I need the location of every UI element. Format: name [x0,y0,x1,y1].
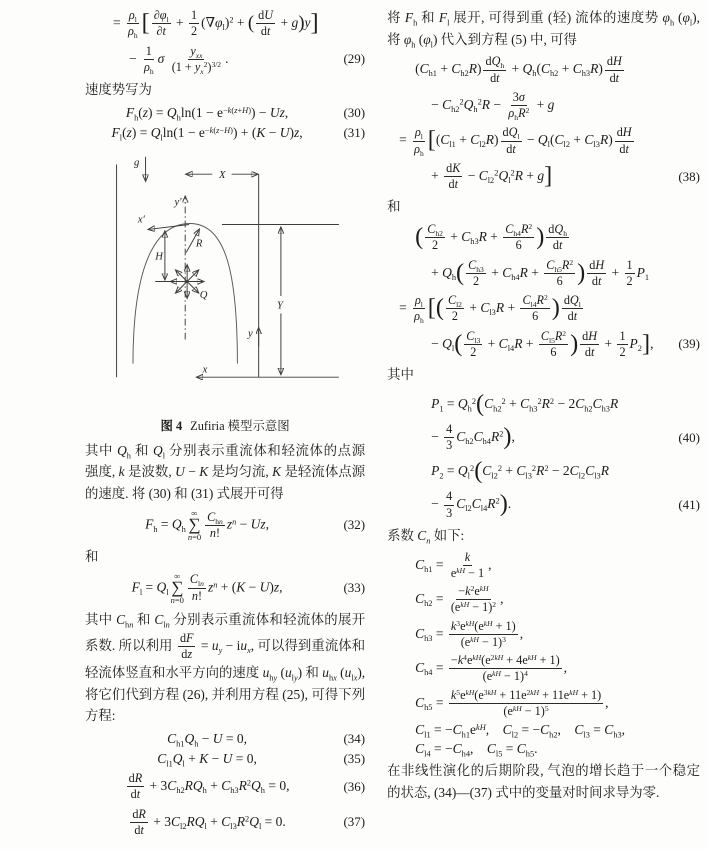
eq40-line1: $P_1 = Q_h^2(C_{h2}^2 + C_{h3}^2R^2 - 2C_{h2}C_{h3}R$ [431,389,619,417]
figure-label-y-prime: y′ [174,196,182,208]
eq41-number: (41) [678,497,700,513]
figure-caption-label: 图 4 [160,418,183,433]
closing-paragraph: 在非线性演化的后期阶段, 气泡的增长趋于一个稳定的状态, (34)—(37) 式中的变量对时间求导为零. [387,763,700,800]
eq40-line2: − $\frac{4}{3}$ $C_{h2}C_{h4}R^2$), [431,421,515,453]
equation-33 [85,572,365,605]
equation-35 [85,751,365,767]
equation-32 [85,509,365,542]
eq33-body: $F_l = Q_l$ ∞ ∑ n=0 $\frac{C_{ln}}{n!}$ $z^n + (K - U)z$, [131,570,283,606]
figure-label-H: H [155,250,163,262]
eq38-line2: − $C_{h2}^2Q_h^2R$ − 3σ $\rho_hR^2$ + g [431,89,555,123]
equation-39 [387,222,700,360]
equation-37 [85,807,365,839]
figure-label-R: R [195,238,203,250]
equation-29 [85,8,365,75]
left-column [85,4,365,849]
coeff-ch1: $C_{h1}$ = k $e^{kH} - 1$ , [415,549,492,580]
eq37-body: $\frac{dR}{dt}$ + $3C_{l2}RQ_l + C_{l3}R^2Q_l = 0$. [132,806,286,837]
eq39-line2: + $Q_h$( $\frac{C_{h3}}{2}$ + $C_{h4}R$ + $\frac{C_{h5}R^2}{6}$ ) $\frac{dH}{dt}$ + $\frac{1}{2}$ $P_1$ [431,257,650,288]
equation-36 [85,771,365,803]
coeff-ch3: $C_{h3}$ = $k^3e^{kH}(e^{kH} + 1)$ $(e^{kH} - 1)^3$ , [415,618,524,649]
eq31-body: $F_l(z) = Q_l\ln(1 - e^{-k(z-H)}) + (K - U)z$, [111,124,303,143]
coefficient-definitions [387,550,700,758]
figure-label-Q: Q [199,289,208,301]
eq32-body: $F_h = Q_h$ ∞ ∑ n=0 $C_{hn}$ n! $z^n - Uz$, [145,507,270,543]
eq31-number: (31) [343,124,366,140]
coeff-cl1-cl3: $C_{l1} = -C_{h1}e^{kH}$, $C_{l2} = -C_{h2}$, $C_{l3} = C_{h3}$, [415,722,626,740]
eq41-line2: − $\frac{4}{3}$ $C_{l2}C_{l4}R^2$). [431,489,512,520]
eq38-line3: = $\frac{\rho_l}{\rho_h}$ [$(C_{l1} + C_{l2}R)$ $dQ_l$ dt − $Q_l(C_{l2} + C_{l3}R)$ $\frac{dH}{dt}$ [399,125,632,158]
and-connector-left: 和 [85,548,99,564]
eq32-number: (32) [343,517,366,533]
eq35-number: (35) [343,751,366,767]
right-column [387,4,700,849]
figure-label-y: y [248,328,253,340]
coeff-intro: 系数 $C_n$ 如下: [387,527,465,546]
equation-30 [85,105,365,121]
eq36-number: (36) [343,778,366,794]
x-prime-arrow [149,224,189,229]
eq34-body: $C_{h1}Q_h - U = 0$, [167,731,248,749]
eq33-number: (33) [343,580,366,596]
eq35-body: $C_{l1}Q_l + K - U = 0$, [157,751,257,769]
eq38-number: (38) [678,168,700,184]
equation-31 [85,125,365,141]
equation-40 [387,390,700,454]
equation-38 [387,54,700,192]
figure-caption [85,416,365,434]
eq29-line2: − $\frac{1}{\rho_h}$ σ $y_{xx}$ $(1 + y_x^2)^{3/2}$ . [129,43,229,76]
figure-label-X: X [219,169,226,181]
eq38-line4: + $\frac{dK}{dt}$ − $C_{l2}^2Q_l^2R + g$] [431,160,553,192]
source-strength-paragraph: 其中 $Q_h$ 和 $Q_l$ 分别表示重流体和轻流体的点源强度, k 是波数, U − K 是均匀流, K 是轻流体点源的速度. 将 (30) 和 (31) 式展开可得 [85,442,366,502]
zufiria-model-figure [99,151,341,412]
eq39-line3: = $\frac{\rho_l}{\rho_h}$ [( $\frac{C_{l2}}{2}$ + $C_{l3}R$ + $\frac{C_{l4}R^2}{6}$ ) $dQ_l$ dt [399,293,581,326]
eq29-number: (29) [343,51,366,67]
figure-label-g: g [133,157,140,169]
coeff-ch2: $C_{h2}$ = $-k^2e^{kH}$ $(e^{kH} - 1)^2$ , [415,584,504,615]
figure-label-x-prime: x′ [137,214,145,226]
eq38-line1: $(C_{h1} + C_{h2}R)$ $dQ_h$ dt + $Q_h(C_{h2} + C_{h3}R)$ $\frac{dH}{dt}$ [415,54,622,85]
eq34-number: (34) [343,731,366,747]
eq40-number: (40) [678,429,700,445]
coeff-cl4-cl5: $C_{l4} = -C_{h4}$, $C_{l5} = C_{h5}$. [415,741,538,759]
equation-34 [85,731,365,747]
eq41-line1: $P_2 = Q_l^2(C_{l2}^2 + C_{l3}^2R^2 - 2C_{l2}C_{l3}R$ [431,457,609,485]
eq36-body: $\frac{dR}{dt}$ + $3C_{h2}RQ_h + C_{h3}R^2Q_h = 0$, [128,771,290,802]
coeff-ch5: $C_{h5}$ = $k^5e^{kH}(e^{3kH} + 11e^{2kH} + 11e^{kH} + 1)$ $(e^{kH} - 1)^5$ , [415,687,609,718]
eq37-number: (37) [343,814,366,830]
eq30-number: (30) [343,104,366,120]
figure-label-x: x [202,364,208,376]
eq39-number: (39) [678,336,700,352]
eq39-line4: − $Q_l$( $\frac{C_{l3}}{2}$ + $C_{l4}R$ + $\frac{C_{l5}R^2}{6}$ ) $\frac{dH}{dt}$ + $\frac{1}{2}$ $P_2$], [431,328,654,359]
right-intro-paragraph: 将 $F_h$ 和 $F_l$ 展开, 可得到重 (轻) 流体的速度势 $\varphi_h$ $(\varphi_l)$, 将 $\varphi_h$ $(\varphi_l)$ 代入到方程 (5) 中, 可得 [387,10,700,50]
expansion-paragraph: 其中 $C_{hn}$ 和 $C_{ln}$ 分别表示重流体和轻流体的展开系数. 所以利用 $\frac{dF}{dz}$ = $u_y - iu_x$, 可以得到重流体和轻流体竖直和水平方向的速度 $u_{hy}$ $(u_{ly})$ 和 $u_{hx}$ $(u_{lx})$, 将它们代到方程 (26), 并利用方程 (25), 可得下列方程: [85,611,366,724]
eq39-line1: ( $\frac{C_{h2}}{2}$ + $C_{h3}R$ + $\frac{C_{h4}R^2}{6}$ ) $dQ_h$ dt [415,222,567,253]
and-connector-right: 和 [387,199,401,215]
figure-caption-text: Zufiria 模型示意图 [190,418,290,433]
eq29-line1: = $\frac{\rho_l}{\rho_h}$ [ $\frac{\partial\varphi_l}{\partial t}$ + $\frac{1}{2}$ $(\nabla\varphi_l)^2$ + ( $\frac{dU}{dt}$ + g)y] [113,8,319,41]
eq30-body: $F_h(z) = Q_h\ln(1 - e^{-k(z+H)}) - Uz$, [125,104,289,123]
figure-4 [85,151,365,434]
equation-41 [387,457,700,521]
coeff-ch4: $C_{h4}$ = $-k^4e^{kH}(e^{2kH} + 4e^{kH} + 1)$ $(e^{kH} - 1)^4$ , [415,653,568,684]
velocity-potential-intro: 速度势写为 [85,82,152,97]
figure-label-Y: Y [277,300,283,312]
where-connector: 其中 [387,367,414,383]
point-source-arrows [172,266,203,297]
